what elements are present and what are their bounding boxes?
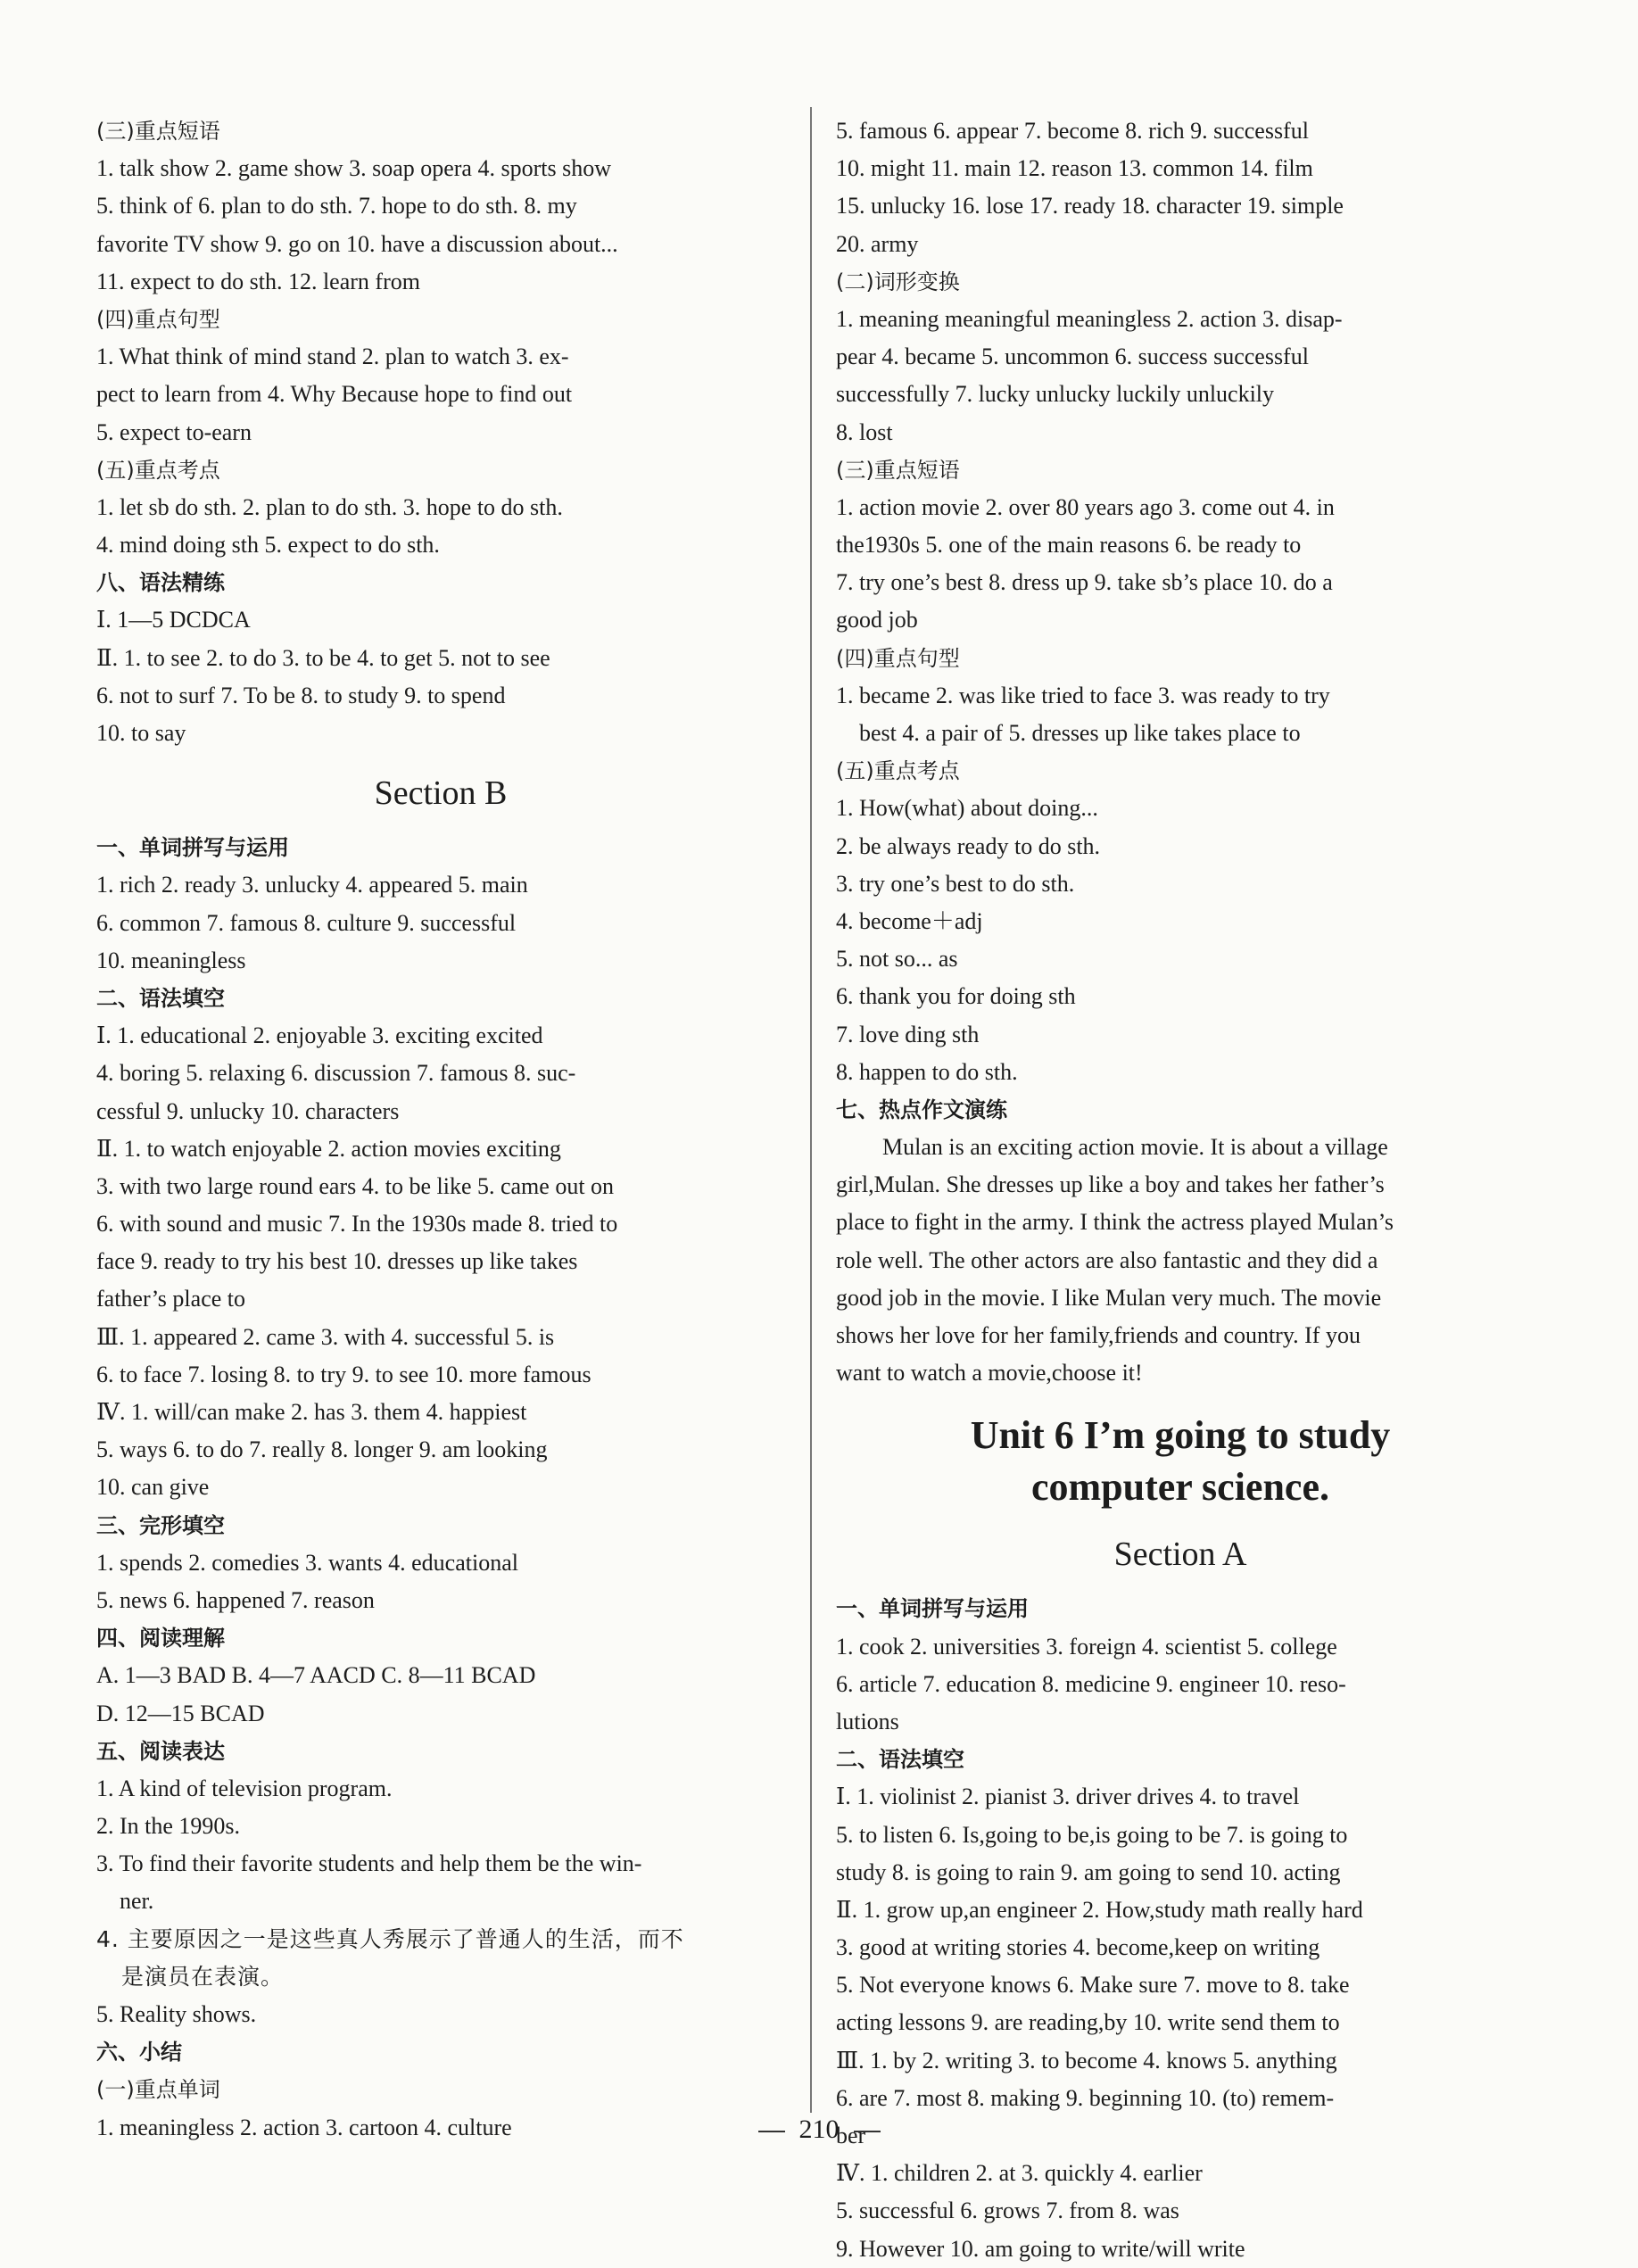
answer-line: 7. love ding sth (836, 1021, 980, 1047)
answer-line: 1. became 2. was like tried to face 3. was ready to try (836, 682, 1330, 708)
answer-line: 6. are 7. most 8. making 9. beginning 10. (to) remem- (836, 2084, 1335, 2111)
answer-line: want to watch a movie,choose it! (836, 1360, 1143, 1386)
answer-line: 6. thank you for doing sth (836, 983, 1076, 1010)
answer-line: 1. let sb do sth. 2. plan to do sth. 3. hope to do sth. (96, 493, 563, 520)
answer-line: 1. rich 2. ready 3. unlucky 4. appeared 5. main (96, 872, 528, 898)
section-heading: 七、热点作文演练 (836, 1097, 1007, 1122)
section-heading: 四、阅读理解 (96, 1626, 225, 1651)
answer-line: Ⅲ. 1. by 2. writing 3. to become 4. knows 5. anything (836, 2047, 1337, 2073)
answer-line: the1930s 5. one of the main reasons 6. be ready to (836, 532, 1302, 559)
answer-line: 3. To find their favorite students and help them be the win- (96, 1850, 642, 1877)
section-b-title: Section B (374, 774, 508, 813)
subsection-heading: (一)重点单词 (96, 2077, 220, 2103)
answer-line: 10. meaningless (96, 947, 246, 973)
answer-line: 5. ways 6. to do 7. really 8. longer 9. am looking (96, 1436, 548, 1463)
answer-line: 11. expect to do sth. 12. learn from (96, 268, 420, 294)
answer-line: 9. However 10. am going to write/will write (836, 2235, 1245, 2262)
section-heading: 五、阅读表达 (96, 1738, 225, 1764)
answer-line: acting lessons 9. are reading,by 10. write send them to (836, 2009, 1340, 2036)
answer-line: 4. 主要原因之一是这些真人秀展示了普通人的生活，而不 (96, 1925, 684, 1952)
footer-dash-left (758, 2131, 785, 2132)
answer-line: 5. Not everyone knows 6. Make sure 7. move to 8. take (836, 1972, 1350, 1999)
answer-line: D. 12—15 BCAD (96, 1700, 265, 1726)
answer-line: girl,Mulan. She dresses up like a boy and takes her father’s (836, 1171, 1385, 1198)
unit-title-line-1: Unit 6 I’m going to study (970, 1413, 1391, 1458)
answer-line: pear 4. became 5. uncommon 6. success successful (836, 344, 1309, 370)
answer-line: pect to learn from 4. Why Because hope to find out (96, 381, 573, 408)
answer-line: 2. In the 1990s. (96, 1813, 241, 1840)
answer-line: 1. cook 2. universities 3. foreign 4. scientist 5. college (836, 1633, 1337, 1660)
answer-line: 4. boring 5. relaxing 6. discussion 7. famous 8. suc- (96, 1060, 576, 1087)
answer-line: study 8. is going to rain 9. am going to send 10. acting (836, 1858, 1341, 1885)
answer-line: Ⅱ. 1. grow up,an engineer 2. How,study math really hard (836, 1896, 1363, 1923)
unit-title-line-2: computer science. (1031, 1465, 1329, 1510)
subsection-heading: (二)词形变换 (836, 269, 960, 294)
section-heading: 八、语法精练 (96, 570, 225, 596)
answer-line: 10. to say (96, 720, 186, 746)
answer-line: Ⅳ. 1. will/can make 2. has 3. them 4. happiest (96, 1399, 527, 1425)
answer-line: 10. might 11. main 12. reason 13. common 14. film (836, 155, 1313, 182)
answer-line: ber (836, 2123, 866, 2148)
answer-line: 1. meaning meaningful meaningless 2. action 3. disap- (836, 305, 1343, 332)
subsection-heading: (三)重点短语 (836, 457, 960, 483)
answer-line: face 9. ready to try his best 10. dresses up like takes (96, 1248, 578, 1275)
answer-line: 5. not so... as (836, 946, 958, 973)
subsection-heading: (五)重点考点 (836, 758, 960, 784)
answer-line: Ⅰ. 1. educational 2. enjoyable 3. exciting excited (96, 1022, 543, 1049)
answer-line: 5. to listen 6. Is,going to be,is going to be 7. is going to (836, 1821, 1348, 1848)
answer-line: 7. try one’s best 8. dress up 9. take sb’s place 10. do a (836, 569, 1333, 596)
section-a-title: Section A (1113, 1535, 1247, 1574)
answer-line: 3. with two large round ears 4. to be like 5. came out on (96, 1172, 615, 1199)
answer-line: 3. try one’s best to do sth. (836, 870, 1075, 897)
answer-line: 5. news 6. happened 7. reason (96, 1586, 375, 1613)
answer-line: successfully 7. lucky unlucky luckily unluckily (836, 381, 1275, 408)
answer-line: 15. unlucky 16. lose 17. ready 18. character 19. simple (836, 193, 1344, 219)
answer-line: 5. Reality shows. (96, 2001, 257, 2027)
section-heading: 三、完形填空 (96, 1512, 225, 1538)
answer-line: 6. to face 7. losing 8. to try 9. to see 10. more famous (96, 1361, 592, 1387)
answer-line: best 4. a pair of 5. dresses up like takes place to (859, 720, 1301, 746)
answer-line: 1. What think of mind stand 2. plan to watch 3. ex- (96, 344, 569, 370)
answer-line: 1. spends 2. comedies 3. wants 4. educational (96, 1549, 518, 1576)
answer-line: 4. mind doing sth 5. expect to do sth. (96, 532, 440, 559)
right-column (836, 112, 1525, 2268)
left-column (96, 112, 785, 2147)
answer-line: 8. lost (836, 418, 893, 445)
section-heading: 二、语法填空 (836, 1747, 964, 1773)
footer-dash-right (854, 2131, 881, 2132)
answer-line: place to fight in the army. I think the actress played Mulan’s (836, 1209, 1394, 1236)
page-number-footer (0, 2115, 1638, 2145)
answer-line: 4. become＋adj (836, 907, 983, 934)
right-block-1 (836, 112, 1525, 1392)
answer-line: 2. be always ready to do sth. (836, 832, 1101, 859)
answer-line: 5. famous 6. appear 7. become 8. rich 9. successful (836, 118, 1309, 144)
section-heading: 二、语法填空 (96, 985, 225, 1011)
answer-line: 是演员在表演。 (121, 1963, 285, 1990)
answer-line: ner. (120, 1888, 154, 1915)
answer-line: 3. good at writing stories 4. become,keep on writing (836, 1934, 1320, 1961)
answer-line: shows her love for her family,friends and country. If you (836, 1322, 1361, 1348)
answer-line: 5. expect to-earn (96, 418, 252, 445)
answer-line: 1. meaningless 2. action 3. cartoon 4. culture (96, 2114, 512, 2140)
page-number: 210 (798, 2115, 840, 2144)
answer-line: 1. A kind of television program. (96, 1775, 393, 1801)
section-heading: 六、小结 (96, 2040, 182, 2065)
answer-line: 20. army (836, 230, 919, 257)
answer-line: cessful 9. unlucky 10. characters (96, 1097, 400, 1124)
answer-line: Ⅳ. 1. children 2. at 3. quickly 4. earlier (836, 2160, 1203, 2187)
answer-line: Ⅱ. 1. to watch enjoyable 2. action movies exciting (96, 1135, 561, 1162)
column-divider (810, 107, 812, 2113)
answer-line: father’s place to (96, 1286, 245, 1312)
answer-line: 10. can give (96, 1474, 210, 1501)
answer-line: favorite TV show 9. go on 10. have a discussion about... (96, 230, 618, 257)
answer-line: 6. with sound and music 7. In the 1930s made 8. tried to (96, 1211, 618, 1237)
answer-line: 1. talk show 2. game show 3. soap opera 4. sports show (96, 155, 611, 182)
answer-line: Ⅰ. 1—5 DCDCA (96, 607, 251, 633)
answer-line: lutions (836, 1708, 899, 1734)
answer-line: 8. happen to do sth. (836, 1058, 1018, 1085)
answer-line: 1. How(what) about doing... (836, 795, 1098, 822)
answer-line: Mulan is an exciting action movie. It is about a village (882, 1134, 1388, 1161)
answer-line: good job (836, 607, 918, 633)
answer-line: 5. successful 6. grows 7. from 8. was (836, 2198, 1179, 2224)
answer-line: Ⅰ. 1. violinist 2. pianist 3. driver drives 4. to travel (836, 1784, 1300, 1810)
answer-line: role well. The other actors are also fantastic and they did a (836, 1246, 1378, 1273)
answer-line: Ⅲ. 1. appeared 2. came 3. with 4. successful 5. is (96, 1323, 555, 1350)
answer-line: A. 1—3 BAD B. 4—7 AACD C. 8—11 BCAD (96, 1662, 536, 1689)
answer-line: 1. action movie 2. over 80 years ago 3. come out 4. in (836, 493, 1335, 520)
answer-line: 6. common 7. famous 8. culture 9. successful (96, 909, 517, 936)
unit-title (836, 1392, 1525, 1513)
subsection-heading: (五)重点考点 (96, 457, 220, 483)
subsection-heading: (四)重点句型 (836, 645, 960, 671)
answer-line: 6. article 7. education 8. medicine 9. engineer 10. reso- (836, 1670, 1346, 1697)
answer-line: Ⅱ. 1. to see 2. to do 3. to be 4. to get 5. not to see (96, 644, 550, 671)
left-block-2 (96, 829, 785, 2147)
left-block-1 (96, 112, 785, 752)
subsection-heading: (四)重点句型 (96, 306, 220, 332)
section-heading: 一、单词拼写与运用 (836, 1596, 1029, 1622)
section-heading: 一、单词拼写与运用 (96, 835, 289, 861)
right-block-2 (836, 1590, 1525, 2267)
answer-line: good job in the movie. I like Mulan very much. The movie (836, 1284, 1382, 1311)
subsection-heading: (三)重点短语 (96, 119, 220, 144)
answer-line: 6. not to surf 7. To be 8. to study 9. to spend (96, 682, 506, 708)
answer-line: 5. think of 6. plan to do sth. 7. hope to do sth. 8. my (96, 193, 577, 219)
